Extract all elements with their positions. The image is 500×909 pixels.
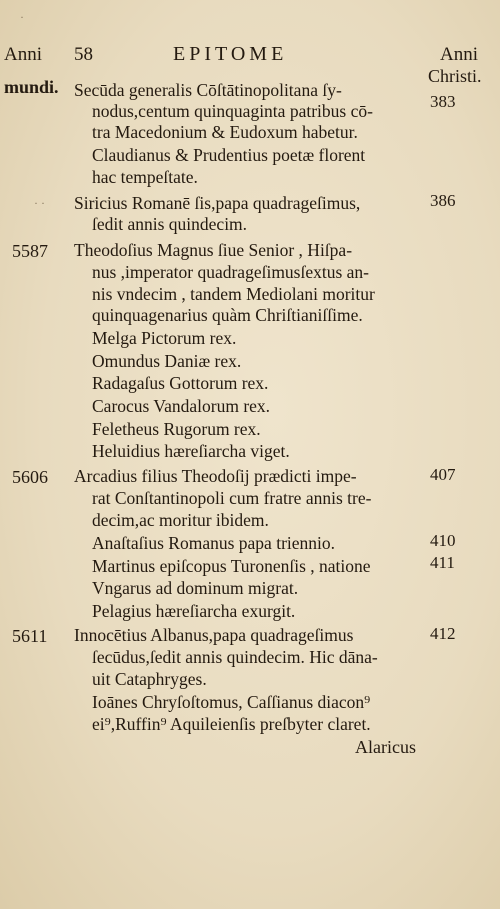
text-line: Melga Pictorum rex.	[92, 328, 237, 348]
margin-mark: ·	[20, 10, 24, 24]
text-line: Heluidius hæreſiarcha viget.	[92, 441, 290, 461]
text-line: rat Conſtantinopoli cum fratre annis tre-	[92, 488, 372, 508]
page-title: EPITOME	[173, 43, 288, 65]
year-christi: 383	[430, 92, 456, 111]
text-line: Innocētius Albanus,papa quadrageſimus	[74, 625, 354, 645]
year-mundi: 5611	[12, 626, 48, 646]
year-christi: 386	[430, 191, 456, 210]
header-anni-right: Anni	[440, 44, 478, 65]
text-line: decim,ac moritur ibidem.	[92, 510, 269, 530]
text-line: Arcadius filius Theodoſij prædicti impe-	[74, 466, 357, 486]
text-line: Feletheus Rugorum rex.	[92, 419, 261, 439]
text-line: Carocus Vandalorum rex.	[92, 396, 271, 416]
text-line: Martinus epiſcopus Turonenſis , natione	[92, 556, 371, 576]
text-line: Siricius Romanē ſis,papa quadrageſimus,	[74, 193, 361, 213]
catchword: Alaricus	[355, 737, 416, 757]
year-mundi: 5587	[12, 241, 48, 261]
text-line: Vngarus ad dominum migrat.	[92, 578, 299, 598]
text-line: Claudianus & Prudentius poetæ florent	[92, 145, 366, 165]
text-line: Secūda generalis Cōſtātinopolitana ſy-	[74, 80, 342, 100]
year-christi: 412	[430, 624, 456, 643]
text-line: Anaſtaſius Romanus papa triennio.	[92, 533, 336, 553]
text-line: nodus,centum quinquaginta patribus cō-	[92, 101, 373, 121]
margin-label-mundi: mundi.	[4, 77, 59, 97]
text-line: nis vndecim , tandem Mediolani moritur	[92, 284, 375, 304]
year-christi: 407	[430, 465, 456, 484]
year-christi: 410	[430, 531, 456, 550]
margin-label-christi: Christi.	[428, 66, 482, 86]
text-line: uit Cataphryges.	[92, 669, 207, 689]
text-line: tra Macedonium & Eudoxum habetur.	[92, 122, 358, 142]
text-line: Omundus Daniæ rex.	[92, 351, 242, 371]
text-line: quinquagenarius quàm Chriſtianiſſime.	[92, 305, 363, 325]
text-line: ſecūdus,ſedit annis quindecim. Hic dāna-	[92, 647, 378, 667]
text-line: ſedit annis quindecim.	[92, 214, 248, 234]
text-line: Pelagius hæreſiarcha exurgit.	[92, 601, 296, 621]
text-line: Radagaſus Gottorum rex.	[92, 373, 269, 393]
text-line: Ioānes Chryſoſtomus, Caſſianus diacon⁹	[92, 692, 371, 712]
header-anni-left: Anni	[4, 44, 42, 65]
year-mundi: 5606	[12, 467, 48, 487]
text-line: hac tempeſtate.	[92, 167, 198, 187]
year-christi: 411	[430, 553, 455, 572]
text-line: nus ,imperator quadrageſimusſextus an-	[92, 262, 370, 282]
page-number: 58	[74, 44, 93, 65]
text-line: Theodoſius Magnus ſiue Senior , Hiſpa-	[74, 240, 353, 260]
margin-mark: · ·	[34, 196, 45, 210]
text-line: ei⁹,Ruffin⁹ Aquileienſis preſbyter claret.	[92, 714, 371, 734]
